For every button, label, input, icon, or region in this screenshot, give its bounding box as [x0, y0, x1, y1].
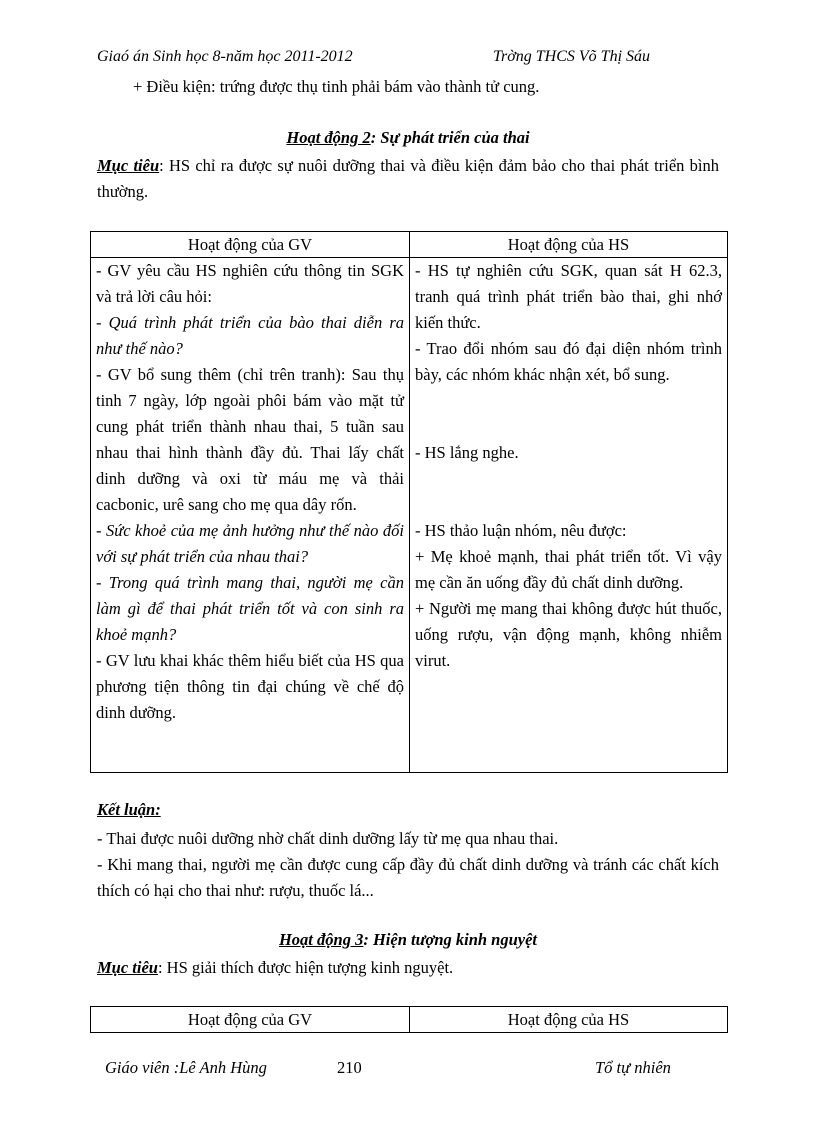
hs-item: + Người mẹ mang thai không được hút thuốc, uống rượu, vận động mạnh, không nhiễm virut. — [415, 599, 722, 670]
conclusion-label — [97, 800, 161, 820]
activity2-goal-text: : HS chỉ ra được sự nuôi dưỡng thai và điều kiện đảm bảo cho thai phát triển bình thường. — [97, 156, 720, 201]
page-footer — [105, 1058, 705, 1082]
hs-item: - HS thảo luận nhóm, nêu được: — [415, 521, 627, 540]
col-header-gv: Hoạt động của GV — [91, 232, 410, 258]
col-header-hs: Hoạt động của HS — [410, 232, 728, 258]
activity3-heading-label: Hoạt động 3 — [278, 930, 364, 949]
activity3-table — [90, 1006, 728, 1033]
activity2-table — [90, 231, 728, 773]
activity2-heading-title: : Sự phát triển của thai — [370, 128, 530, 147]
hs-item: - HS lắng nghe. — [415, 443, 519, 462]
page-header — [97, 48, 697, 72]
header-school: Trờng THCS Võ Thị Sáu — [493, 48, 651, 65]
col-header-hs: Hoạt động của HS — [410, 1007, 728, 1033]
activity2-heading-label: Hoạt động 2 — [286, 128, 371, 147]
hs-item: - Trao đổi nhóm sau đó đại diện nhóm trình bày, các nhóm khác nhận xét, bổ sung. — [415, 339, 722, 384]
activity3-heading — [0, 930, 816, 950]
gv-item: - GV lưu khai khác thêm hiểu biết của HS qua phương tiện thông tin đại chúng về chế độ dinh dưỡng. — [96, 651, 404, 722]
footer-group: Tổ tự nhiên — [595, 1058, 671, 1077]
activity3-goal-label: Mục tiêu — [97, 958, 158, 977]
header-course: Giaó án Sinh học 8-năm học 2011-2012 — [97, 48, 353, 65]
col-header-gv: Hoạt động của GV — [91, 1007, 410, 1033]
condition-line: + Điều kiện: trứng được thụ tinh phải bám vào thành tử cung. — [133, 77, 540, 96]
conclusion-body — [97, 826, 719, 904]
gv-item: - GV bổ sung thêm (chỉ trên tranh): Sau thụ tinh 7 ngày, lớp ngoài phôi bám vào mặt tử cung phát triển thành nhau thai, 5 tuần sau nhau thai hình thành đầy đủ. Thai lấy chất dinh dưỡng và oxi từ máu mẹ và thải cacbonic, urê sang cho mẹ qua dây rốn. — [96, 365, 404, 514]
gv-item: - GV yêu cầu HS nghiên cứu thông tin SGK và trả lời câu hỏi: — [96, 261, 404, 306]
activity2-goal-label: Mục tiêu — [97, 156, 160, 175]
activity2-goal — [97, 153, 719, 205]
conclusion-label-text: Kết luận: — [97, 800, 161, 819]
conclusion-line: - Thai được nuôi dưỡng nhờ chất dinh dưỡng lấy từ mẹ qua nhau thai. — [97, 829, 559, 848]
hs-item: + Mẹ khoẻ mạnh, thai phát triển tốt. Vì vậy mẹ cần ăn uống đầy đủ chất dinh dưỡng. — [415, 547, 722, 592]
activity3-goal — [97, 955, 719, 981]
hs-item: - HS tự nghiên cứu SGK, quan sát H 62.3, tranh quá trình phát triển bào thai, ghi nhớ kiến thức. — [415, 261, 722, 332]
hs-column — [410, 258, 728, 773]
activity2-heading — [0, 128, 816, 148]
gv-question: - Sức khoẻ của mẹ ảnh hưởng như thế nào đối với sự phát triển của nhau thai? — [96, 521, 404, 566]
activity3-heading-title: : Hiện tượng kinh nguyệt — [363, 930, 538, 949]
activity3-goal-text: : HS giải thích được hiện tượng kinh nguyệt. — [157, 958, 454, 977]
gv-question: - Quá trình phát triển của bào thai diễn ra như thế nào? — [96, 313, 404, 358]
gv-question: - Trong quá trình mang thai, người mẹ cần làm gì để thai phát triển tốt và con sinh ra khoẻ mạnh? — [96, 573, 404, 644]
gv-column — [91, 258, 410, 773]
conclusion-line: - Khi mang thai, người mẹ cần được cung cấp đầy đủ chất dinh dưỡng và tránh các chất kích thích có hại cho thai như: rượu, thuốc lá... — [97, 855, 719, 900]
page-number: 210 — [337, 1058, 362, 1077]
footer-teacher: Giáo viên :Lê Anh Hùng — [105, 1058, 267, 1077]
